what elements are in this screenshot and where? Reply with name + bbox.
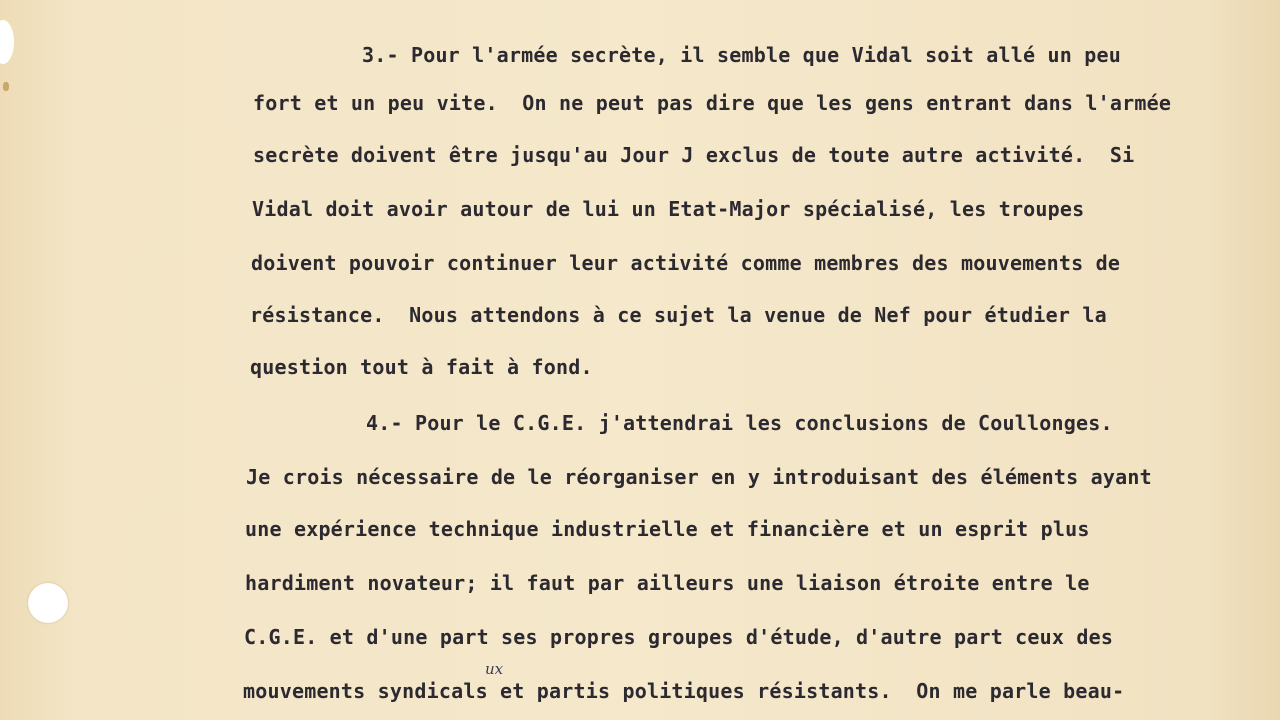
text-line: mouvements syndicals et partis politiques résistants. On me parle beau- [243, 679, 1125, 703]
text-line: 3.- Pour l'armée secrète, il semble que Vidal soit allé un peu [362, 43, 1121, 67]
handwritten-annotation: ux [485, 660, 504, 678]
text-line: fort et un peu vite. On ne peut pas dire que les gens entrant dans l'armée [253, 91, 1172, 115]
paper-stain [3, 82, 9, 91]
text-line: résistance. Nous attendons à ce sujet la venue de Nef pour étudier la [250, 303, 1107, 327]
text-line: C.G.E. et d'une part ses propres groupes d'étude, d'autre part ceux des [244, 625, 1114, 649]
punch-hole-middle [28, 583, 68, 623]
text-line: Vidal doit avoir autour de lui un Etat-Major spécialisé, les troupes [252, 197, 1085, 221]
text-line: une expérience technique industrielle et financière et un esprit plus [245, 517, 1090, 541]
text-line: secrète doivent être jusqu'au Jour J exclus de toute autre activité. Si [253, 143, 1135, 167]
text-line: 4.- Pour le C.G.E. j'attendrai les conclusions de Coullonges. [366, 411, 1113, 435]
text-line: question tout à fait à fond. [250, 355, 593, 379]
punch-hole-top [0, 20, 14, 64]
text-line: doivent pouvoir continuer leur activité comme membres des mouvements de [251, 251, 1121, 275]
text-line: hardiment novateur; il faut par ailleurs une liaison étroite entre le [245, 571, 1090, 595]
text-line: Je crois nécessaire de le réorganiser en y introduisant des éléments ayant [246, 465, 1152, 489]
